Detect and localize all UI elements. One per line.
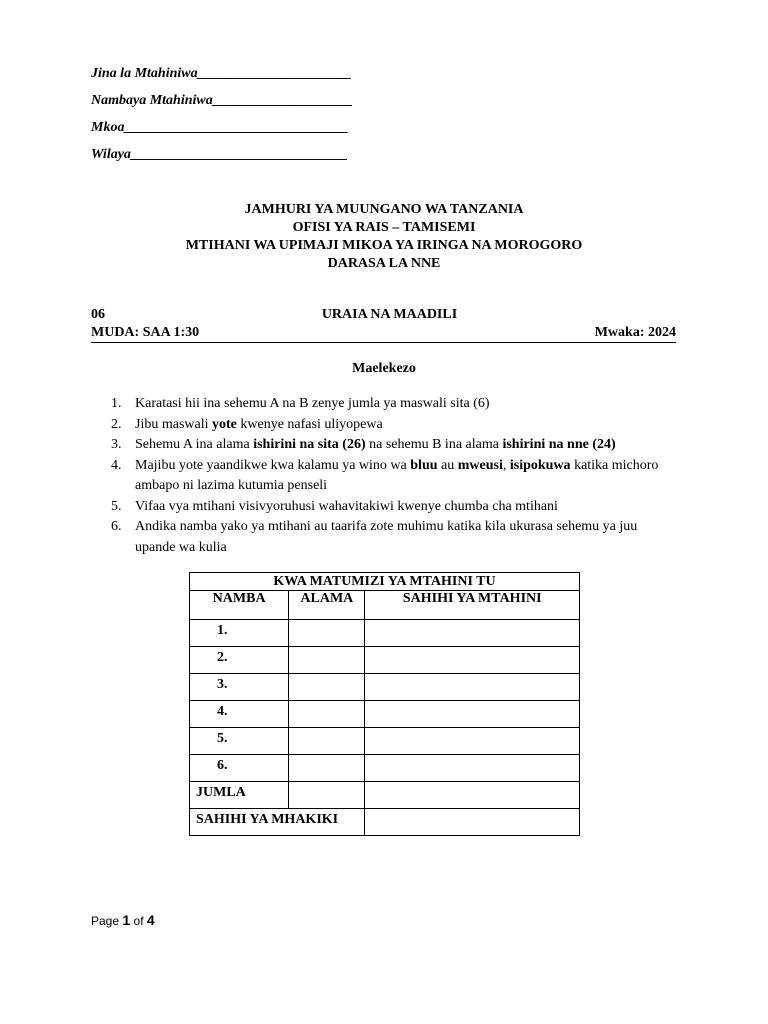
- signature-cell[interactable]: [365, 647, 580, 674]
- checker-label: SAHIHI YA MHAKIKI: [190, 809, 365, 836]
- instruction-item: [111, 394, 680, 415]
- subject-title: URAIA NA MAADILI: [321, 307, 458, 322]
- instruction-text: kwenye nafasi uliyopewa: [236, 416, 383, 432]
- question-number: 2.: [190, 647, 289, 674]
- question-number: 4.: [190, 701, 289, 728]
- instruction-number: 2.: [111, 416, 122, 432]
- header-line-2: OFISI YA RAIS – TAMISEMI: [292, 220, 476, 235]
- instruction-text: au: [437, 457, 458, 473]
- question-number: 6.: [190, 755, 289, 782]
- total-marks-cell[interactable]: [289, 782, 365, 809]
- instruction-text: ,: [502, 457, 510, 473]
- instruction-item: [111, 517, 680, 558]
- time-row: [91, 325, 676, 343]
- table-row: [190, 620, 580, 647]
- page-number: 1: [122, 912, 131, 928]
- instruction-emphasis: ishirini na sita (26): [253, 437, 366, 452]
- instruction-emphasis: isipokuwa: [509, 457, 571, 473]
- instruction-number: 4.: [111, 457, 122, 473]
- instruction-text: Vifaa vya mtihani visivyoruhusi wahavitakiwi kwenye chumba cha mtihani: [135, 498, 558, 514]
- signature-cell[interactable]: [365, 701, 580, 728]
- candidate-name-field[interactable]: Jina la Mtahiniwa______________________: [91, 66, 352, 81]
- region-field[interactable]: Mkoa________________________________: [91, 120, 349, 135]
- instruction-emphasis: mweusi: [457, 457, 503, 473]
- instruction-text: Sehemu A ina alama: [135, 437, 254, 452]
- table-row: [190, 755, 580, 782]
- instruction-item: [111, 456, 680, 497]
- marks-cell[interactable]: [289, 674, 365, 701]
- question-number: 3.: [190, 674, 289, 701]
- candidate-number-field[interactable]: Nambaya Mtahiniwa____________________: [91, 93, 353, 108]
- total-row: [190, 782, 580, 809]
- table-row: [190, 701, 580, 728]
- table-row: [190, 674, 580, 701]
- marks-cell[interactable]: [289, 701, 365, 728]
- total-label: JUMLA: [190, 782, 289, 809]
- instructions-list: [111, 394, 680, 558]
- signature-cell[interactable]: [365, 674, 580, 701]
- header-line-1: JAMHURI YA MUUNGANO WA TANZANIA: [244, 202, 524, 217]
- instruction-emphasis: ishirini na nne (24): [502, 437, 616, 452]
- marks-cell[interactable]: [289, 620, 365, 647]
- marks-cell[interactable]: [289, 647, 365, 674]
- district-field[interactable]: Wilaya_______________________________: [91, 147, 348, 162]
- table-row: [190, 647, 580, 674]
- page-footer: [91, 912, 155, 928]
- exam-duration: MUDA: SAA 1:30: [91, 325, 200, 340]
- total-signature-cell[interactable]: [365, 782, 580, 809]
- col-header-number: NAMBA: [190, 591, 289, 620]
- page-word: Page: [91, 914, 120, 928]
- instruction-item: [111, 415, 680, 436]
- marks-table-title-text: KWA MATUMIZI YA MTAHINI TU: [273, 574, 496, 589]
- checker-row: [190, 809, 580, 836]
- instruction-number: 6.: [111, 519, 122, 534]
- instruction-text: Andika namba yako ya mtihani au taarifa zote muhimu katika kila ukurasa sehemu ya juu upande wa kulia: [135, 519, 638, 555]
- subject-code: 06: [91, 307, 105, 322]
- marks-cell[interactable]: [289, 755, 365, 782]
- instruction-text: katika michoro ambapo ni lazima kutumia penseli: [135, 457, 659, 493]
- instruction-item: [111, 497, 680, 518]
- subject-row: [91, 307, 676, 325]
- instruction-number: 3.: [111, 437, 122, 452]
- instruction-text: Jibu maswali: [135, 416, 212, 432]
- question-number: 1.: [190, 620, 289, 647]
- marks-table-title: [190, 573, 580, 591]
- instruction-text: Karatasi hii ina sehemu A na B zenye jumla ya maswali sita (6): [135, 396, 490, 411]
- instructions-title: Maelekezo: [352, 361, 416, 376]
- marks-cell[interactable]: [289, 728, 365, 755]
- instruction-number: 5.: [111, 498, 122, 514]
- instruction-emphasis: bluu: [410, 457, 438, 473]
- col-header-marks: ALAMA: [289, 591, 365, 620]
- header-line-4: DARASA LA NNE: [327, 256, 441, 271]
- col-header-signature: SAHIHI YA MTAHINI: [365, 591, 580, 620]
- signature-cell[interactable]: [365, 755, 580, 782]
- instruction-emphasis: yote: [212, 416, 237, 432]
- question-number: 5.: [190, 728, 289, 755]
- signature-cell[interactable]: [365, 620, 580, 647]
- instruction-text: Majibu yote yaandikwe kwa kalamu ya wino wa: [135, 457, 411, 473]
- exam-header: [0, 201, 768, 273]
- instruction-text: na sehemu B ina alama: [365, 437, 503, 452]
- of-word: of: [133, 914, 144, 928]
- exam-year: Mwaka: 2024: [594, 325, 676, 340]
- marks-table: [189, 572, 580, 836]
- checker-signature-cell[interactable]: [365, 809, 580, 836]
- signature-cell[interactable]: [365, 728, 580, 755]
- table-row: [190, 728, 580, 755]
- total-pages: 4: [146, 912, 155, 928]
- instruction-number: 1.: [111, 396, 122, 411]
- header-line-3: MTIHANI WA UPIMAJI MIKOA YA IRINGA NA MOROGORO: [185, 238, 583, 253]
- instruction-item: [111, 435, 680, 456]
